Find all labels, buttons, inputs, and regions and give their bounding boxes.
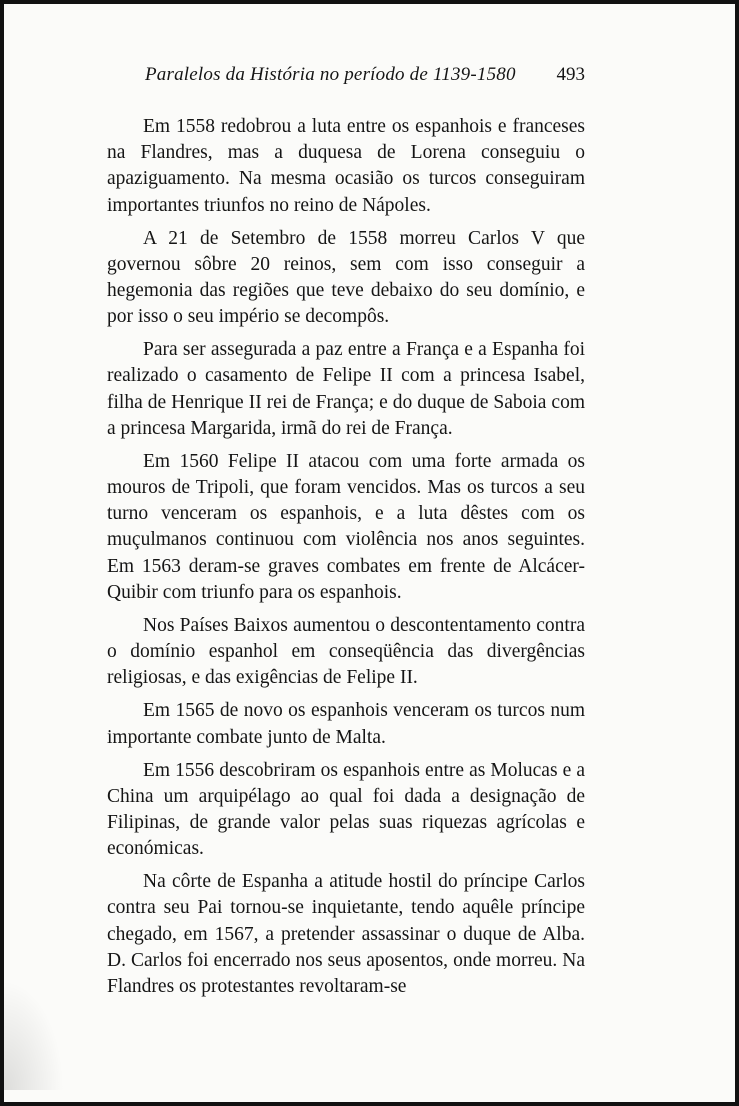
paragraph: Nos Países Baixos aumentou o descontentamento contra o domínio espanhol em conseqüência das divergências religiosas, e das exigências de Felipe II. [107,614,585,689]
page-number: 493 [556,64,585,85]
paragraph: Em 1558 redobrou a luta entre os espanhois e franceses na Flandres, mas a duquesa de Lorena conseguiu o apaziguamento. Na mesma ocasião os turcos conseguiram importantes triunfos no reino de Nápoles. [107,116,585,216]
paragraph: A 21 de Setembro de 1558 morreu Carlos V que governou sôbre 20 reinos, sem com isso conseguir a hegemonia das regiões que teve debaixo do seu domínio, e por isso o seu império se decompôs. [107,227,585,328]
running-title: Paralelos da História no período de 1139-1580 [145,64,516,85]
paragraph: Em 1560 Felipe II atacou com uma forte armada os mouros de Tripoli, que foram vencidos. Mas os turcos a seu turno venceram os espanhois, e a luta dêstes com os muçulmanos continuou com violência nos anos seguintes. Em 1563 deram-se graves combates em frente de Alcácer-Quibir com triunfo para os espanhois. [107,450,585,603]
body-text [107,114,585,1000]
paragraph: Na côrte de Espanha a atitude hostil do príncipe Carlos contra seu Pai tornou-se inquietante, tendo aquêle príncipe chegado, em 1567, a pretender assassinar o duque de Alba. D. Carlos foi encerrado nos seus aposentos, onde morreu. Na Flandres os protestantes revoltaram-se [107,871,585,997]
book-page [107,64,585,1007]
paragraph: Para ser assegurada a paz entre a França e a Espanha foi realizado o casamento de Felipe II com a princesa Isabel, filha de Henrique II rei de França; e do duque de Saboia com a princesa Margarida, irmã do rei de França. [107,339,585,439]
paragraph: Em 1565 de novo os espanhois venceram os turcos num importante combate junto de Malta. [107,700,585,748]
paragraph: Em 1556 descobriram os espanhois entre as Molucas e a China um arquipélago ao qual foi dada a designação de Filipinas, de grande valor pelas suas riquezas agrícolas e económicas. [107,759,585,860]
running-header [107,64,585,98]
scan-shadow [4,980,64,1090]
